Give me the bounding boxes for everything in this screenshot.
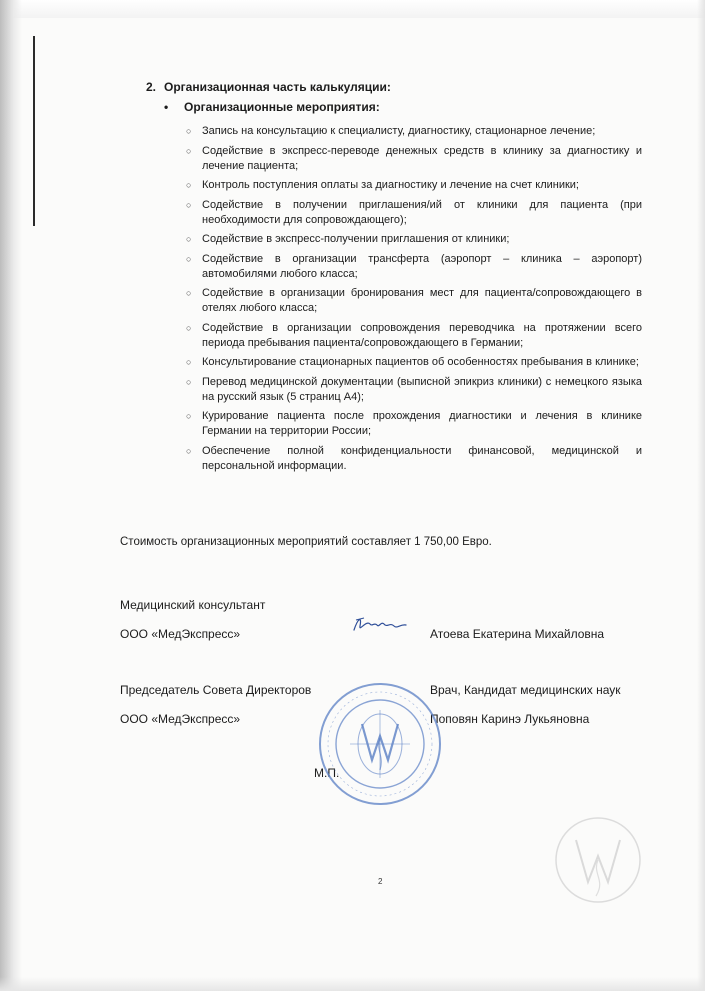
section-heading	[146, 80, 391, 94]
list-item: ○ Содействие в организации бронирования мест для пациента/сопровождающего в отелях любого класса;	[186, 287, 642, 314]
list-item: ○ Курирование пациента после прохождения диагностики и лечения в клинике Германии на территории России;	[186, 410, 642, 437]
consultant-title: Медицинский консультант	[120, 598, 266, 612]
list-item: ○ Запись на консультацию к специалисту, диагностику, стационарное лечение;	[186, 125, 596, 137]
scan-shadow-right	[697, 0, 705, 991]
chairman-org: ООО «МедЭкспресс»	[120, 712, 241, 726]
list-item: ○ Контроль поступления оплаты за диагностику и лечение на счет клиники;	[186, 179, 579, 191]
scan-shadow-bottom	[0, 977, 705, 991]
chairman-title: Председатель Совета Директоров	[120, 683, 312, 697]
scan-edge-line	[33, 36, 35, 226]
consultant-name: Атоева Екатерина Михайловна	[430, 627, 605, 641]
list-item: ○ Содействие в получении приглашения/ий от клиники для пациента (при необходимости для сопровождающего);	[186, 198, 642, 226]
circle-bullet-icon: ○	[186, 411, 192, 421]
circle-bullet-icon: ○	[186, 322, 192, 333]
circle-bullet-icon: ○	[186, 445, 192, 456]
circle-bullet-icon: ○	[186, 357, 192, 367]
circle-bullet-icon: ○	[186, 288, 192, 298]
section-title: Организационная часть калькуляции:	[164, 80, 391, 94]
bleed-through-logo	[548, 810, 648, 910]
seal-label: М.П.	[314, 766, 340, 780]
circle-bullet-icon: ○	[186, 180, 192, 190]
list-item: ○ Содействие в организации сопровождения переводчика на протяжении всего периода пребывания пациента/сопровождающего в Германии;	[186, 321, 642, 349]
subsection-bullet: •	[164, 100, 169, 114]
cost-statement: Стоимость организационных мероприятий составляет 1 750,00 Евро.	[120, 536, 492, 548]
doctor-name: Поповян Каринэ Лукьяновна	[430, 712, 590, 726]
list-item: ○ Содействие в экспресс-переводе денежных средств в клинику за диагностику и лечение пациента;	[186, 144, 642, 172]
doctor-title: Врач, Кандидат медицинских наук	[430, 683, 621, 697]
scan-shadow-top	[0, 0, 705, 18]
consultant-org: ООО «МедЭкспресс»	[120, 627, 241, 641]
section-number: 2.	[146, 80, 157, 94]
page-number: 2	[378, 877, 383, 886]
circle-bullet-icon: ○	[186, 145, 192, 156]
company-stamp	[316, 680, 444, 808]
list-item: ○ Содействие в организации трансферта (аэропорт – клиника – аэропорт) автомобилями любого класса;	[186, 252, 642, 280]
circle-bullet-icon: ○	[186, 199, 192, 210]
list-item: ○ Обеспечение полной конфиденциальности финансовой, медицинской и персональной информации.	[186, 444, 642, 472]
circle-bullet-icon: ○	[186, 376, 192, 387]
service-list	[186, 124, 642, 478]
handwritten-signature	[350, 612, 410, 638]
subsection-heading	[164, 100, 380, 114]
circle-bullet-icon: ○	[186, 234, 192, 244]
circle-bullet-icon: ○	[186, 126, 192, 136]
scan-shadow-left	[0, 0, 22, 991]
list-item: ○ Содействие в экспресс-получении приглашения от клиники;	[186, 233, 510, 245]
list-item: ○ Консультирование стационарных пациентов об особенностях пребывания в клинике;	[186, 356, 639, 368]
subsection-title: Организационные мероприятия:	[184, 100, 380, 114]
circle-bullet-icon: ○	[186, 253, 192, 264]
list-item: ○ Перевод медицинской документации (выписной эпикриз клиники) с немецкого языка на русский язык (5 страниц А4);	[186, 375, 642, 403]
